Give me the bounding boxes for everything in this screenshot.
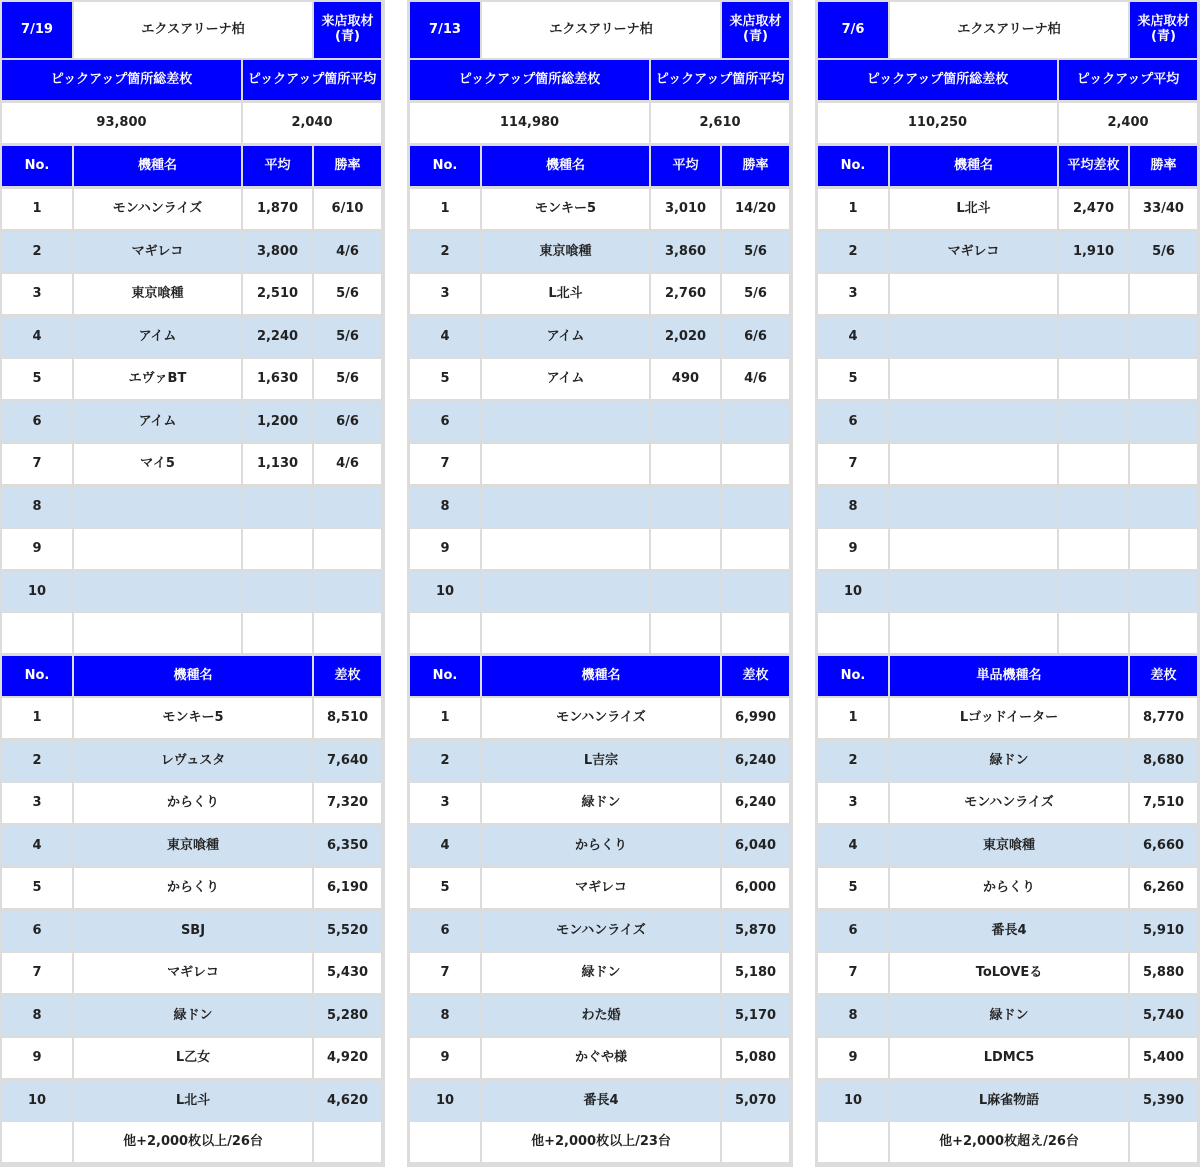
pick-average: 1,130 <box>243 444 312 484</box>
pick-no: 7 <box>410 444 480 484</box>
pick-average <box>651 487 720 527</box>
pick-no: 2 <box>410 232 480 272</box>
rank-model: かぐや様 <box>482 1038 720 1078</box>
pick-no: 8 <box>2 487 72 527</box>
pick-header-model: 機種名 <box>890 146 1057 186</box>
summary-average-label: ピックアップ箇所平均 <box>243 60 381 100</box>
rank-model: 緑ドン <box>74 996 312 1036</box>
rank-diff: 8,510 <box>314 698 381 738</box>
rank-no: 3 <box>410 783 480 823</box>
pick-average: 3,010 <box>651 189 720 229</box>
summary-total-value: 93,800 <box>2 103 241 143</box>
pick-header-average: 平均差枚 <box>1059 146 1128 186</box>
rank-model: モンキー5 <box>74 698 312 738</box>
pick-no: 6 <box>2 402 72 442</box>
pick-average: 2,510 <box>243 274 312 314</box>
pick-model: 東京喰種 <box>74 274 241 314</box>
rank-model: 緑ドン <box>890 996 1128 1036</box>
pick-average <box>651 402 720 442</box>
pick-model: アイム <box>74 317 241 357</box>
rank-model: わた婚 <box>482 996 720 1036</box>
spacer-cell <box>890 613 1057 653</box>
store-name: エクスアリーナ柏 <box>482 2 720 58</box>
date-cell: 7/6 <box>818 2 888 58</box>
rank-diff: 6,240 <box>722 741 789 781</box>
pick-average: 3,800 <box>243 232 312 272</box>
pick-winrate: 4/6 <box>314 444 381 484</box>
block-separator <box>793 0 815 1167</box>
pick-model <box>890 359 1057 399</box>
pick-model: L北斗 <box>482 274 649 314</box>
pick-model <box>890 317 1057 357</box>
visit-badge: 来店取材(青) <box>722 2 789 58</box>
spacer-cell <box>74 613 241 653</box>
rank-model: L乙女 <box>74 1038 312 1078</box>
pick-winrate: 5/6 <box>722 232 789 272</box>
summary-average-value: 2,610 <box>651 103 789 143</box>
rank-no: 5 <box>818 868 888 908</box>
footer-blank <box>722 1122 789 1162</box>
rank-no: 7 <box>2 953 72 993</box>
pick-no: 5 <box>410 359 480 399</box>
pick-winrate: 5/6 <box>722 274 789 314</box>
rank-diff: 8,770 <box>1130 698 1197 738</box>
spacer-cell <box>1059 613 1128 653</box>
pick-winrate <box>722 529 789 569</box>
pick-winrate <box>1130 317 1197 357</box>
pick-average <box>651 444 720 484</box>
pick-average: 1,630 <box>243 359 312 399</box>
pick-model <box>482 444 649 484</box>
pick-no: 10 <box>2 572 72 612</box>
rank-diff: 5,390 <box>1130 1081 1197 1121</box>
pick-no: 7 <box>2 444 72 484</box>
rank-diff: 5,080 <box>722 1038 789 1078</box>
pick-average <box>1059 529 1128 569</box>
rank-model: 緑ドン <box>482 783 720 823</box>
rank-header-diff: 差枚 <box>722 656 789 696</box>
rank-diff: 7,640 <box>314 741 381 781</box>
pick-no: 3 <box>2 274 72 314</box>
rank-no: 10 <box>410 1081 480 1121</box>
pick-average <box>1059 402 1128 442</box>
pick-header-no: No. <box>2 146 72 186</box>
rank-model: SBJ <box>74 911 312 951</box>
rank-header-no: No. <box>410 656 480 696</box>
pick-model <box>890 572 1057 612</box>
pick-winrate: 6/10 <box>314 189 381 229</box>
spacer-cell <box>651 613 720 653</box>
pick-model: アイム <box>482 317 649 357</box>
rank-no: 8 <box>2 996 72 1036</box>
footer-blank <box>314 1122 381 1162</box>
spacer-cell <box>722 613 789 653</box>
rank-model: 東京喰種 <box>890 826 1128 866</box>
rank-diff: 4,620 <box>314 1081 381 1121</box>
rank-no: 4 <box>818 826 888 866</box>
summary-average-value: 2,040 <box>243 103 381 143</box>
rank-no: 6 <box>818 911 888 951</box>
pick-no: 2 <box>2 232 72 272</box>
pick-average <box>651 529 720 569</box>
rank-no: 9 <box>2 1038 72 1078</box>
rank-no: 9 <box>818 1038 888 1078</box>
pick-winrate <box>1130 402 1197 442</box>
pick-model <box>74 529 241 569</box>
footer-note: 他+2,000枚超え/26台 <box>890 1122 1128 1162</box>
summary-total-value: 114,980 <box>410 103 649 143</box>
pick-winrate <box>1130 487 1197 527</box>
rank-no: 5 <box>2 868 72 908</box>
pick-model <box>890 529 1057 569</box>
rank-model: L麻雀物語 <box>890 1081 1128 1121</box>
pick-winrate: 5/6 <box>1130 232 1197 272</box>
rank-no: 1 <box>818 698 888 738</box>
pick-no: 9 <box>410 529 480 569</box>
rank-no: 10 <box>818 1081 888 1121</box>
pick-no: 10 <box>818 572 888 612</box>
summary-total-label: ピックアップ箇所総差枚 <box>2 60 241 100</box>
pick-model: アイム <box>74 402 241 442</box>
summary-average-label: ピックアップ平均 <box>1059 60 1197 100</box>
pick-winrate: 5/6 <box>314 359 381 399</box>
pick-model <box>482 529 649 569</box>
pick-header-model: 機種名 <box>74 146 241 186</box>
rank-no: 3 <box>2 783 72 823</box>
pick-winrate: 4/6 <box>314 232 381 272</box>
pick-no: 5 <box>818 359 888 399</box>
footer-blank <box>818 1122 888 1162</box>
rank-model: からくり <box>890 868 1128 908</box>
pick-model <box>482 572 649 612</box>
summary-total-label: ピックアップ箇所総差枚 <box>410 60 649 100</box>
pick-winrate: 33/40 <box>1130 189 1197 229</box>
pick-no: 7 <box>818 444 888 484</box>
pick-winrate <box>1130 529 1197 569</box>
rank-no: 2 <box>818 741 888 781</box>
footer-note: 他+2,000枚以上/26台 <box>74 1122 312 1162</box>
pick-average <box>1059 317 1128 357</box>
pick-no: 2 <box>818 232 888 272</box>
block-separator <box>385 0 407 1167</box>
rank-model: からくり <box>74 868 312 908</box>
summary-average-value: 2,400 <box>1059 103 1197 143</box>
spacer-cell <box>410 613 480 653</box>
rank-no: 10 <box>2 1081 72 1121</box>
footer-blank <box>1130 1122 1197 1162</box>
summary-total-value: 110,250 <box>818 103 1057 143</box>
rank-no: 4 <box>410 826 480 866</box>
pick-winrate: 4/6 <box>722 359 789 399</box>
pick-winrate: 5/6 <box>314 317 381 357</box>
store-name: エクスアリーナ柏 <box>74 2 312 58</box>
rank-no: 6 <box>410 911 480 951</box>
pick-winrate <box>314 529 381 569</box>
rank-model: モンハンライズ <box>890 783 1128 823</box>
pick-model <box>890 402 1057 442</box>
rank-no: 3 <box>818 783 888 823</box>
pick-winrate <box>1130 444 1197 484</box>
summary-average-label: ピックアップ箇所平均 <box>651 60 789 100</box>
pick-model <box>482 402 649 442</box>
pick-average <box>651 572 720 612</box>
rank-no: 2 <box>410 741 480 781</box>
pick-no: 6 <box>410 402 480 442</box>
rank-diff: 7,510 <box>1130 783 1197 823</box>
rank-diff: 5,430 <box>314 953 381 993</box>
rank-diff: 7,320 <box>314 783 381 823</box>
pick-winrate <box>314 572 381 612</box>
spacer-cell <box>314 613 381 653</box>
rank-model: レヴュスタ <box>74 741 312 781</box>
rank-diff: 5,280 <box>314 996 381 1036</box>
rank-diff: 6,660 <box>1130 826 1197 866</box>
pick-average: 490 <box>651 359 720 399</box>
pick-average: 2,760 <box>651 274 720 314</box>
rank-model: 緑ドン <box>482 953 720 993</box>
spacer-cell <box>818 613 888 653</box>
spacer-cell <box>482 613 649 653</box>
pick-model: L北斗 <box>890 189 1057 229</box>
pick-winrate <box>1130 572 1197 612</box>
rank-model: LDMC5 <box>890 1038 1128 1078</box>
rank-header-diff: 差枚 <box>314 656 381 696</box>
rank-no: 1 <box>2 698 72 738</box>
rank-model: ToLOVEる <box>890 953 1128 993</box>
pick-average <box>1059 359 1128 399</box>
rank-header-no: No. <box>818 656 888 696</box>
pick-average: 2,240 <box>243 317 312 357</box>
store-name: エクスアリーナ柏 <box>890 2 1128 58</box>
pick-average <box>243 572 312 612</box>
rank-header-model: 機種名 <box>74 656 312 696</box>
pick-no: 4 <box>818 317 888 357</box>
rank-diff: 4,920 <box>314 1038 381 1078</box>
pick-no: 1 <box>2 189 72 229</box>
pick-model <box>74 487 241 527</box>
rank-no: 7 <box>410 953 480 993</box>
rank-model: モンハンライズ <box>482 911 720 951</box>
pick-no: 1 <box>410 189 480 229</box>
rank-no: 2 <box>2 741 72 781</box>
rank-model: マギレコ <box>482 868 720 908</box>
pick-model: エヴァBT <box>74 359 241 399</box>
rank-diff: 6,240 <box>722 783 789 823</box>
pick-header-model: 機種名 <box>482 146 649 186</box>
rank-diff: 8,680 <box>1130 741 1197 781</box>
pick-model <box>890 444 1057 484</box>
pick-winrate <box>722 402 789 442</box>
pick-average: 1,910 <box>1059 232 1128 272</box>
pick-model: マギレコ <box>890 232 1057 272</box>
rank-diff: 6,040 <box>722 826 789 866</box>
spacer-cell <box>2 613 72 653</box>
pick-model <box>890 487 1057 527</box>
pick-no: 8 <box>818 487 888 527</box>
pick-no: 8 <box>410 487 480 527</box>
rank-diff: 5,520 <box>314 911 381 951</box>
pick-average: 2,020 <box>651 317 720 357</box>
rank-model: 番長4 <box>890 911 1128 951</box>
footer-blank <box>410 1122 480 1162</box>
rank-model: L吉宗 <box>482 741 720 781</box>
rank-header-diff: 差枚 <box>1130 656 1197 696</box>
pick-winrate: 5/6 <box>314 274 381 314</box>
rank-diff: 6,000 <box>722 868 789 908</box>
visit-badge: 来店取材(青) <box>314 2 381 58</box>
pick-winrate: 14/20 <box>722 189 789 229</box>
pick-winrate <box>314 487 381 527</box>
pick-header-average: 平均 <box>243 146 312 186</box>
rank-header-model: 機種名 <box>482 656 720 696</box>
pick-no: 4 <box>410 317 480 357</box>
pick-header-winrate: 勝率 <box>1130 146 1197 186</box>
rank-model: マギレコ <box>74 953 312 993</box>
rank-no: 6 <box>2 911 72 951</box>
rank-model: からくり <box>74 783 312 823</box>
rank-diff: 6,350 <box>314 826 381 866</box>
pick-winrate: 6/6 <box>314 402 381 442</box>
pick-header-no: No. <box>410 146 480 186</box>
pick-model: アイム <box>482 359 649 399</box>
pick-no: 4 <box>2 317 72 357</box>
pick-model <box>890 274 1057 314</box>
pick-winrate <box>722 487 789 527</box>
rank-no: 1 <box>410 698 480 738</box>
visit-badge: 来店取材(青) <box>1130 2 1197 58</box>
pick-model: モンキー5 <box>482 189 649 229</box>
rank-diff: 5,180 <box>722 953 789 993</box>
pick-winrate: 6/6 <box>722 317 789 357</box>
pick-average: 3,860 <box>651 232 720 272</box>
pick-model: マイ5 <box>74 444 241 484</box>
pick-average <box>243 529 312 569</box>
rank-no: 7 <box>818 953 888 993</box>
pick-header-winrate: 勝率 <box>314 146 381 186</box>
pick-no: 1 <box>818 189 888 229</box>
pick-average <box>1059 572 1128 612</box>
pick-average: 1,200 <box>243 402 312 442</box>
rank-model: 番長4 <box>482 1081 720 1121</box>
date-cell: 7/13 <box>410 2 480 58</box>
rank-model: 東京喰種 <box>74 826 312 866</box>
pick-average: 1,870 <box>243 189 312 229</box>
pick-model: モンハンライズ <box>74 189 241 229</box>
pick-header-no: No. <box>818 146 888 186</box>
rank-diff: 5,910 <box>1130 911 1197 951</box>
pick-winrate <box>722 444 789 484</box>
pick-header-winrate: 勝率 <box>722 146 789 186</box>
pick-average <box>1059 487 1128 527</box>
rank-no: 9 <box>410 1038 480 1078</box>
rank-model: からくり <box>482 826 720 866</box>
footer-blank <box>2 1122 72 1162</box>
rank-diff: 5,170 <box>722 996 789 1036</box>
rank-model: モンハンライズ <box>482 698 720 738</box>
rank-diff: 6,990 <box>722 698 789 738</box>
rank-diff: 6,190 <box>314 868 381 908</box>
pick-model <box>74 572 241 612</box>
pick-winrate <box>1130 274 1197 314</box>
rank-no: 8 <box>410 996 480 1036</box>
rank-diff: 5,880 <box>1130 953 1197 993</box>
rank-no: 8 <box>818 996 888 1036</box>
pick-no: 9 <box>818 529 888 569</box>
rank-no: 4 <box>2 826 72 866</box>
rank-diff: 6,260 <box>1130 868 1197 908</box>
spacer-cell <box>243 613 312 653</box>
pick-model: マギレコ <box>74 232 241 272</box>
pick-average <box>243 487 312 527</box>
summary-total-label: ピックアップ箇所総差枚 <box>818 60 1057 100</box>
pick-no: 10 <box>410 572 480 612</box>
rank-diff: 5,740 <box>1130 996 1197 1036</box>
rank-header-model: 単品機種名 <box>890 656 1128 696</box>
rank-header-no: No. <box>2 656 72 696</box>
pick-average <box>1059 274 1128 314</box>
pick-winrate <box>1130 359 1197 399</box>
pick-no: 6 <box>818 402 888 442</box>
rank-model: Lゴッドイーター <box>890 698 1128 738</box>
pick-no: 9 <box>2 529 72 569</box>
rank-diff: 5,070 <box>722 1081 789 1121</box>
pick-model <box>482 487 649 527</box>
pick-average <box>1059 444 1128 484</box>
date-cell: 7/19 <box>2 2 72 58</box>
pick-model: 東京喰種 <box>482 232 649 272</box>
pick-winrate <box>722 572 789 612</box>
pick-no: 5 <box>2 359 72 399</box>
rank-model: L北斗 <box>74 1081 312 1121</box>
rank-diff: 5,400 <box>1130 1038 1197 1078</box>
spacer-cell <box>1130 613 1197 653</box>
rank-diff: 5,870 <box>722 911 789 951</box>
pick-no: 3 <box>818 274 888 314</box>
pick-no: 3 <box>410 274 480 314</box>
pick-header-average: 平均 <box>651 146 720 186</box>
footer-note: 他+2,000枚以上/23台 <box>482 1122 720 1162</box>
pick-average: 2,470 <box>1059 189 1128 229</box>
rank-no: 5 <box>410 868 480 908</box>
rank-model: 緑ドン <box>890 741 1128 781</box>
